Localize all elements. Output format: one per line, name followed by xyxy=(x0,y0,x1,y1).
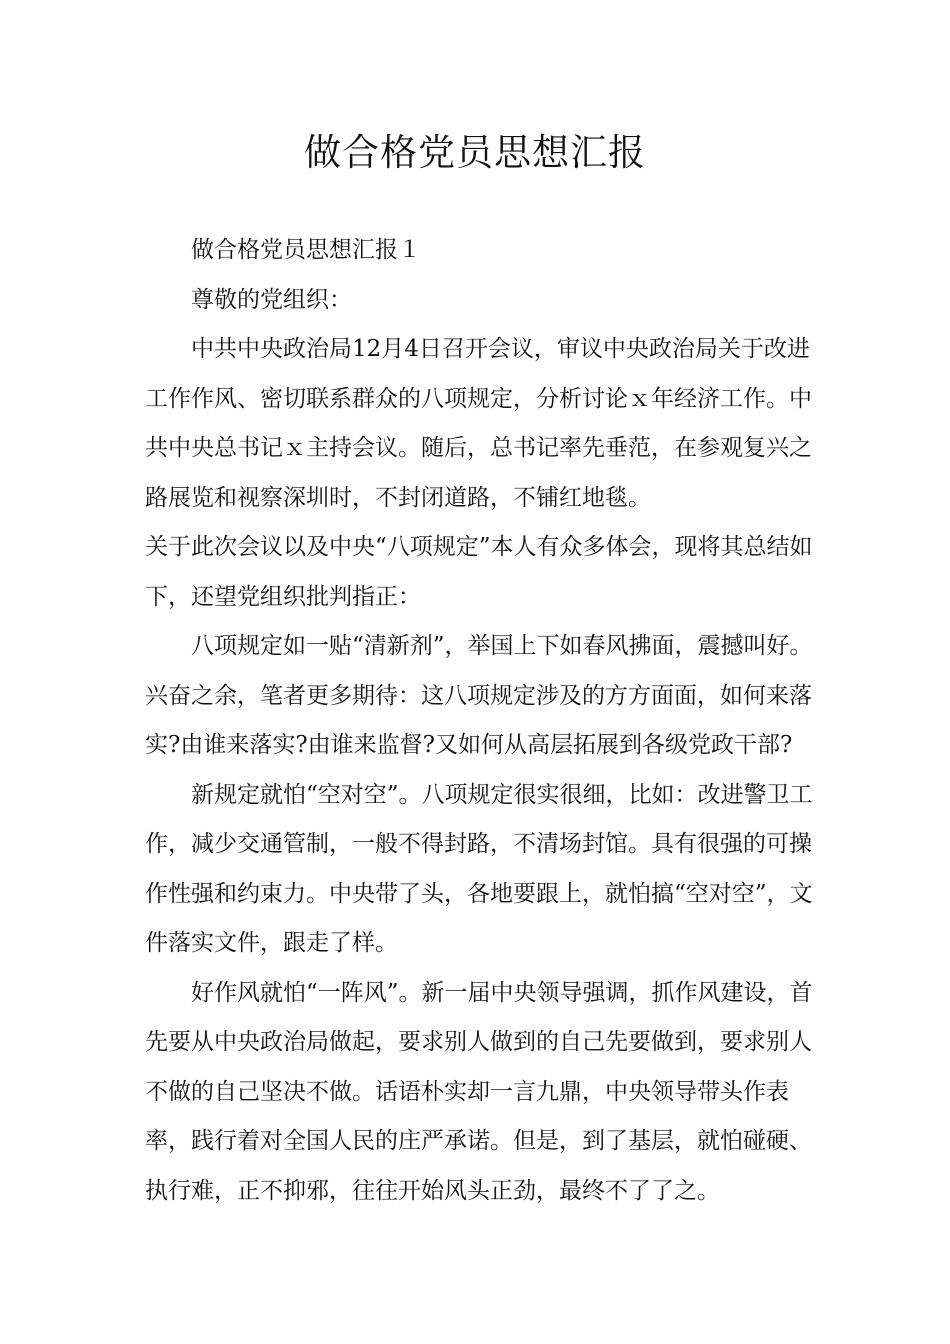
paragraph-good-style: 好作风就怕“一阵风”。新一届中央领导强调，抓作风建设，首先要从中央政治局做起，要求别人做到的自己先要做到，要求别人不做的自己坚决不做。话语朴实却一言九鼎，中央领导带头作表率，践行着对全国人民的庄严承诺。但是，到了基层，就怕碰硬、执行难，正不抑邪，往往开始风头正劲，最终不了了之。 xyxy=(145,979,813,1204)
document-body xyxy=(145,226,825,1216)
paragraph-meeting: 中共中央政治局12月4日召开会议，审议中央政治局关于改进工作作风、密切联系群众的八项规定，分析讨论ｘ年经济工作。中共中央总书记ｘ主持会议。随后，总书记率先垂范，在参观复兴之路展览和视察深圳时，不封闭道路，不铺红地毯。 xyxy=(145,336,812,511)
paragraph-eight-rules: 八项规定如一贴“清新剂”，举国上下如春风拂面，震撼叫好。兴奋之余，笔者更多期待：这八项规定涉及的方方面面，如何来落实?由谁来落实?由谁来监督?又如何从高层拓展到各级党政干部? xyxy=(145,633,813,758)
paragraph-heading: 做合格党员思想汇报１ xyxy=(191,237,421,263)
paragraph-salutation: 尊敬的党组织： xyxy=(191,286,352,313)
paragraph-empty-talk: 新规定就怕“空对空”。八项规定很实很细，比如：改进警卫工作，减少交通管制，一般不得封路，不清场封馆。具有很强的可操作性强和约束力。中央带了头，各地要跟上，就怕搞“空对空”，文件落实文件，跟走了样。 xyxy=(145,781,813,956)
document-title: 做合格党员思想汇报 xyxy=(304,131,646,174)
paragraph-summary-intro: 关于此次会议以及中央“八项规定”本人有众多体会，现将其总结如下，还望党组织批判指正： xyxy=(145,534,813,610)
